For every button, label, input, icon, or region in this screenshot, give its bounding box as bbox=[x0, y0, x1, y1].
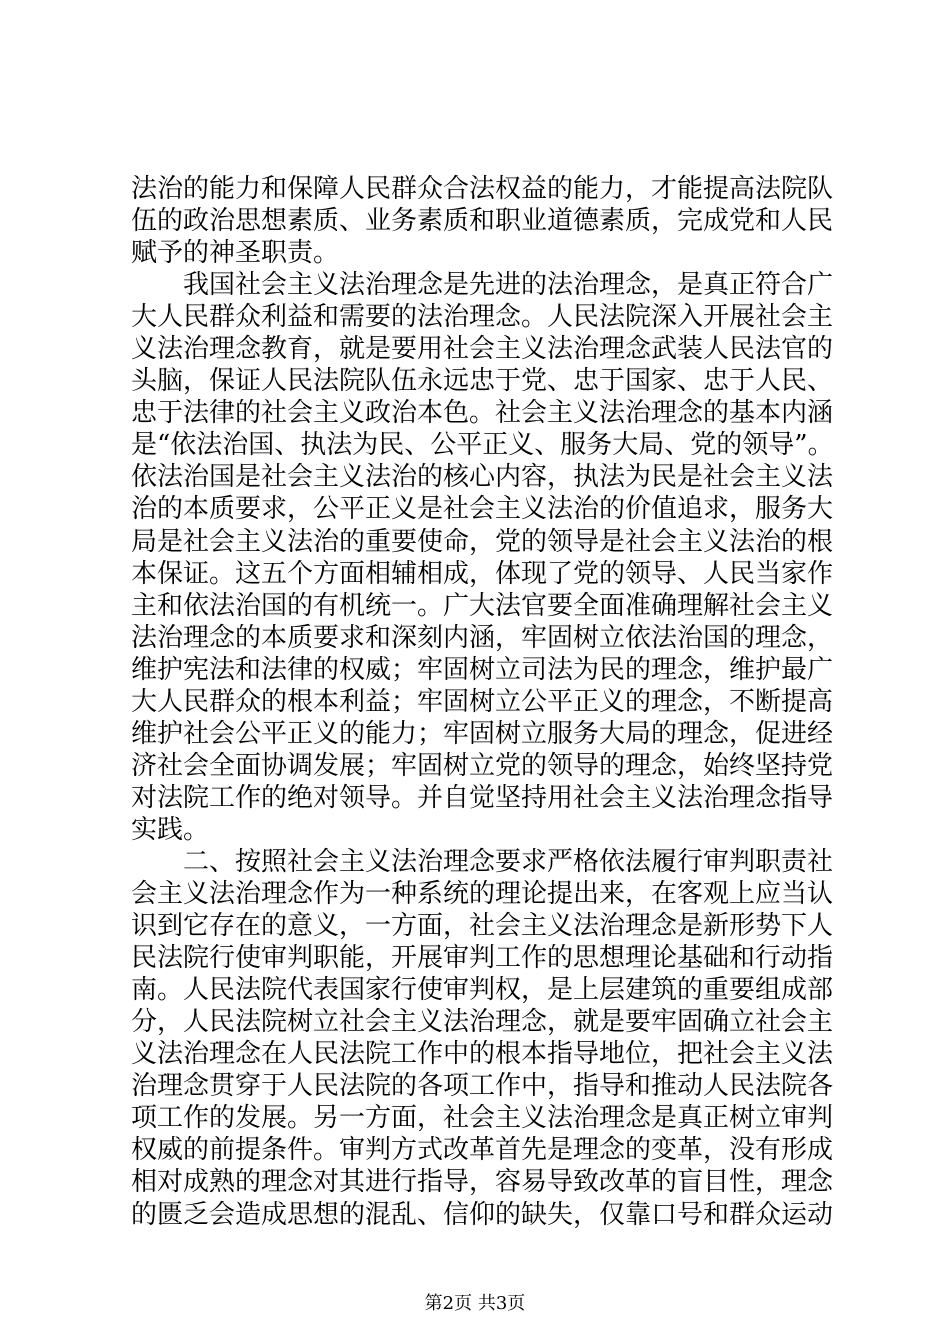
text-line: 大人民群众利益和需要的法治理念。人民法院深入开展社会主 bbox=[131, 302, 834, 333]
text-line: 大人民群众的根本利益；牢固树立公平正义的理念，不断提高 bbox=[131, 686, 834, 717]
text-line: 忠于法律的社会主义政治本色。社会主义法治理念的基本内涵 bbox=[131, 398, 834, 429]
text-line: 民法院行使审判职能，开展审判工作的思想理论基础和行动指 bbox=[131, 943, 834, 974]
text-line: 法治理念的本质要求和深刻内涵，牢固树立依法治国的理念， bbox=[131, 622, 834, 653]
text-line: 头脑，保证人民法院队伍永远忠于党、忠于国家、忠于人民、 bbox=[131, 366, 834, 397]
text-line: 项工作的发展。另一方面，社会主义法治理念是真正树立审判 bbox=[131, 1103, 834, 1134]
text-line: 是“依法治国、执法为民、公平正义、服务大局、党的领导”。 bbox=[131, 430, 834, 461]
text-line: 伍的政治思想素质、业务素质和职业道德素质，完成党和人民 bbox=[131, 206, 834, 237]
text-line: 义法治理念教育，就是要用社会主义法治理念武装人民法官的 bbox=[131, 334, 834, 365]
text-line: 我国社会主义法治理念是先进的法治理念，是真正符合广 bbox=[131, 270, 834, 301]
body-text bbox=[131, 173, 834, 1231]
text-line: 的匮乏会造成思想的混乱、信仰的缺失，仅靠口号和群众运动 bbox=[131, 1199, 834, 1230]
text-line: 主和依法治国的有机统一。广大法官要全面准确理解社会主义 bbox=[131, 590, 834, 621]
text-line: 依法治国是社会主义法治的核心内容，执法为民是社会主义法 bbox=[131, 462, 834, 493]
text-line: 权威的前提条件。审判方式改革首先是理念的变革，没有形成 bbox=[131, 1135, 834, 1166]
text-line: 赋予的神圣职责。 bbox=[131, 238, 340, 269]
text-line: 本保证。这五个方面相辅相成，体现了党的领导、人民当家作 bbox=[131, 558, 834, 589]
text-line: 维护宪法和法律的权威；牢固树立司法为民的理念，维护最广 bbox=[131, 654, 834, 685]
text-line: 实践。 bbox=[131, 814, 210, 845]
text-line: 分，人民法院树立社会主义法治理念，就是要牢固确立社会主 bbox=[131, 1007, 834, 1038]
text-line: 对法院工作的绝对领导。并自觉坚持用社会主义法治理念指导 bbox=[131, 782, 834, 813]
text-line: 局是社会主义法治的重要使命，党的领导是社会主义法治的根 bbox=[131, 526, 834, 557]
text-line: 治理念贯穿于人民法院的各项工作中，指导和推动人民法院各 bbox=[131, 1071, 834, 1102]
page-number-footer: 第2页 共3页 bbox=[424, 1293, 526, 1314]
text-line: 济社会全面协调发展；牢固树立党的领导的理念，始终坚持党 bbox=[131, 750, 834, 781]
text-line: 相对成熟的理念对其进行指导，容易导致改革的盲目性，理念 bbox=[131, 1167, 834, 1198]
text-line: 维护社会公平正义的能力；牢固树立服务大局的理念，促进经 bbox=[131, 718, 834, 749]
text-line: 法治的能力和保障人民群众合法权益的能力，才能提高法院队 bbox=[131, 174, 834, 204]
text-line: 会主义法治理念作为一种系统的理论提出来，在客观上应当认 bbox=[131, 879, 834, 910]
text-line: 治的本质要求，公平正义是社会主义法治的价值追求，服务大 bbox=[131, 494, 834, 525]
text-line: 二、按照社会主义法治理念要求严格依法履行审判职责社 bbox=[131, 846, 834, 877]
text-line: 识到它存在的意义，一方面，社会主义法治理念是新形势下人 bbox=[131, 911, 834, 942]
text-line: 南。人民法院代表国家行使审判权，是上层建筑的重要组成部 bbox=[131, 975, 834, 1006]
text-line: 义法治理念在人民法院工作中的根本指导地位，把社会主义法 bbox=[131, 1039, 834, 1070]
